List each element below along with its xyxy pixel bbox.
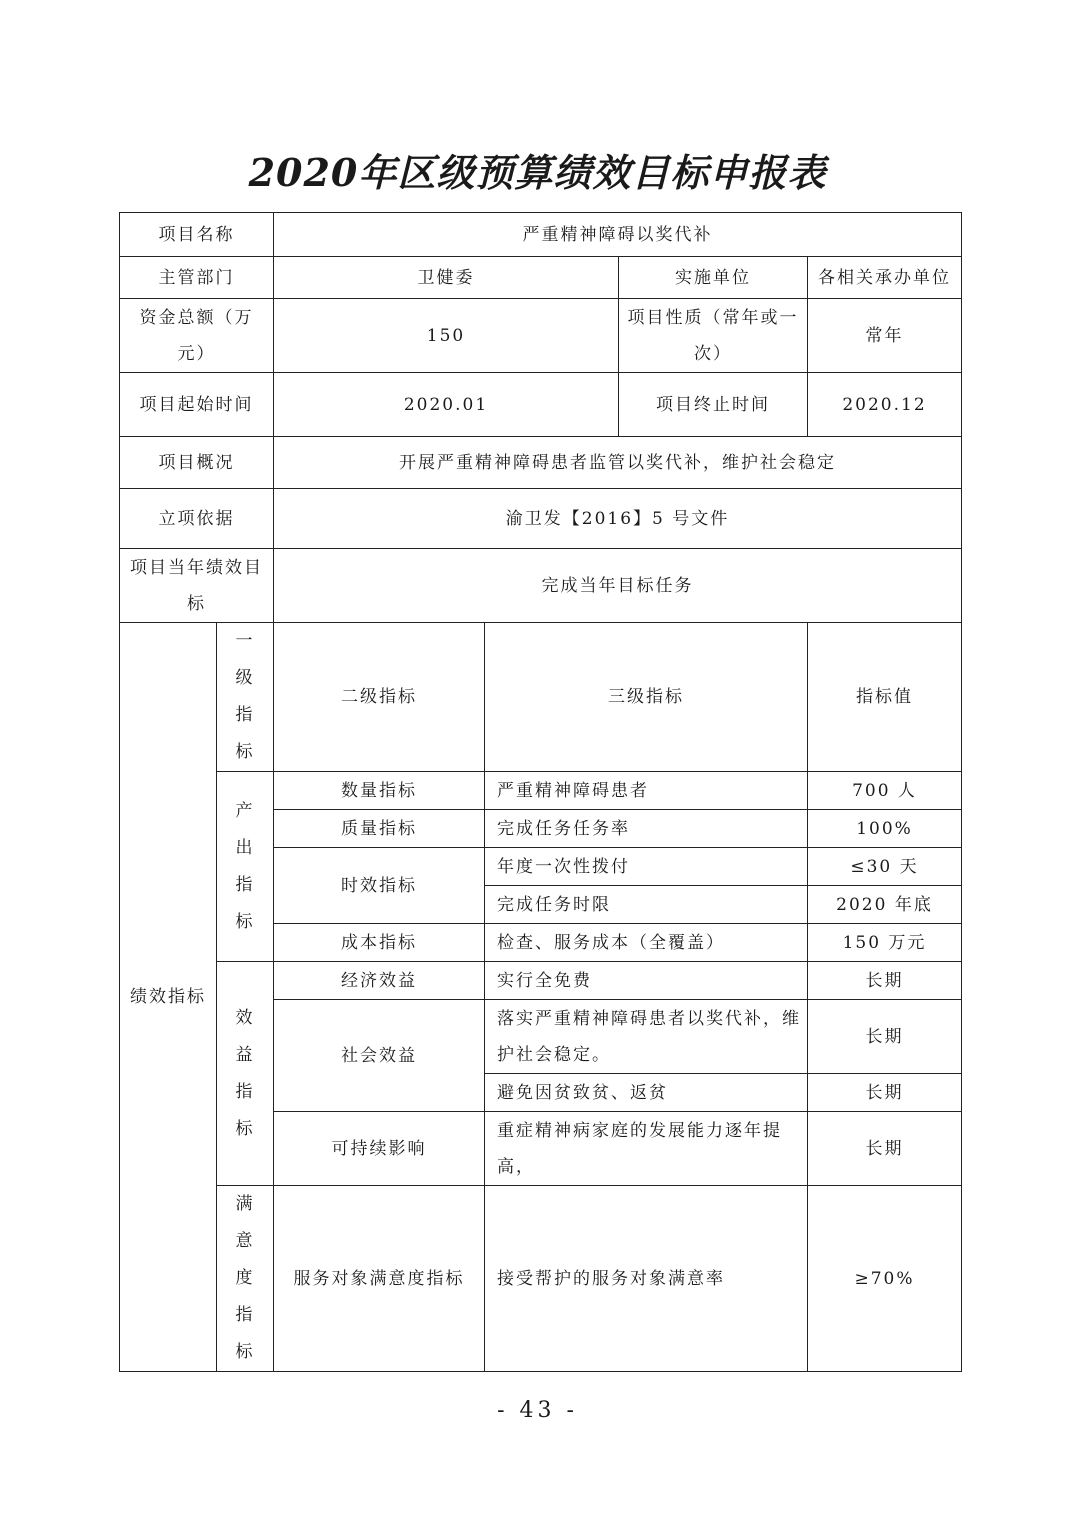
satisfaction-l3: 接受帮护的服务对象满意率 — [485, 1186, 808, 1372]
budget-performance-table — [119, 212, 962, 1372]
level2-header: 二级指标 — [274, 623, 485, 772]
table-row — [120, 962, 962, 1000]
quantity-l2: 数量指标 — [274, 772, 485, 810]
start-time-value: 2020.01 — [274, 373, 619, 437]
page-title: 2020年区级预算绩效目标申报表 — [248, 150, 827, 195]
basis-label: 立项依据 — [120, 489, 274, 549]
quantity-l3: 严重精神障碍患者 — [485, 772, 808, 810]
timeliness-value-1: ≤30 天 — [808, 848, 962, 886]
quality-l3: 完成任务任务率 — [485, 810, 808, 848]
social-l3-1: 落实严重精神障碍患者以奖代补，维护社会稳定。 — [485, 1000, 808, 1074]
table-row — [120, 437, 962, 489]
quantity-value: 700 人 — [808, 772, 962, 810]
level3-header: 三级指标 — [485, 623, 808, 772]
output-indicator-label: 产出指标 — [217, 772, 274, 962]
cost-l2: 成本指标 — [274, 924, 485, 962]
overview-value: 开展严重精神障碍患者监管以奖代补，维护社会稳定 — [274, 437, 962, 489]
project-name-label: 项目名称 — [120, 213, 274, 257]
table-row — [120, 623, 962, 772]
table-row — [120, 549, 962, 623]
satisfaction-indicator-label: 满意度指标 — [217, 1186, 274, 1372]
nature-value: 常年 — [808, 299, 962, 373]
quality-l2: 质量指标 — [274, 810, 485, 848]
economic-value: 长期 — [808, 962, 962, 1000]
social-l2: 社会效益 — [274, 1000, 485, 1112]
table-row — [120, 299, 962, 373]
dept-label: 主管部门 — [120, 257, 274, 299]
page-number: - 43 - — [497, 1398, 578, 1423]
timeliness-value-2: 2020 年底 — [808, 886, 962, 924]
table-row — [120, 373, 962, 437]
basis-value: 渝卫发【2016】5 号文件 — [274, 489, 962, 549]
table-row — [120, 213, 962, 257]
end-time-value: 2020.12 — [808, 373, 962, 437]
indicators-section-label: 绩效指标 — [120, 623, 217, 1372]
overview-label: 项目概况 — [120, 437, 274, 489]
table-row — [120, 772, 962, 810]
social-l3-2: 避免因贫致贫、返贫 — [485, 1074, 808, 1112]
project-name-value: 严重精神障碍以奖代补 — [274, 213, 962, 257]
table-row — [120, 489, 962, 549]
nature-label: 项目性质（常年或一次） — [619, 299, 808, 373]
level1-header: 一级指标 — [217, 623, 274, 772]
social-value-2: 长期 — [808, 1074, 962, 1112]
quality-value: 100% — [808, 810, 962, 848]
cost-value: 150 万元 — [808, 924, 962, 962]
satisfaction-value: ≥70% — [808, 1186, 962, 1372]
sustain-value: 长期 — [808, 1112, 962, 1186]
goal-value: 完成当年目标任务 — [274, 549, 962, 623]
sustain-l3: 重症精神病家庭的发展能力逐年提高， — [485, 1112, 808, 1186]
value-header: 指标值 — [808, 623, 962, 772]
impl-unit-value: 各相关承办单位 — [808, 257, 962, 299]
funds-label: 资金总额（万元） — [120, 299, 274, 373]
impl-unit-label: 实施单位 — [619, 257, 808, 299]
goal-label: 项目当年绩效目标 — [120, 549, 274, 623]
timeliness-l3-2: 完成任务时限 — [485, 886, 808, 924]
dept-value: 卫健委 — [274, 257, 619, 299]
benefit-indicator-label: 效益指标 — [217, 962, 274, 1186]
social-value-1: 长期 — [808, 1000, 962, 1074]
funds-value: 150 — [274, 299, 619, 373]
start-time-label: 项目起始时间 — [120, 373, 274, 437]
end-time-label: 项目终止时间 — [619, 373, 808, 437]
cost-l3: 检查、服务成本（全覆盖） — [485, 924, 808, 962]
timeliness-l2: 时效指标 — [274, 848, 485, 924]
timeliness-l3-1: 年度一次性拨付 — [485, 848, 808, 886]
table-row — [120, 1186, 962, 1372]
sustain-l2: 可持续影响 — [274, 1112, 485, 1186]
satisfaction-l2: 服务对象满意度指标 — [274, 1186, 485, 1372]
table-row — [120, 257, 962, 299]
economic-l2: 经济效益 — [274, 962, 485, 1000]
economic-l3: 实行全免费 — [485, 962, 808, 1000]
